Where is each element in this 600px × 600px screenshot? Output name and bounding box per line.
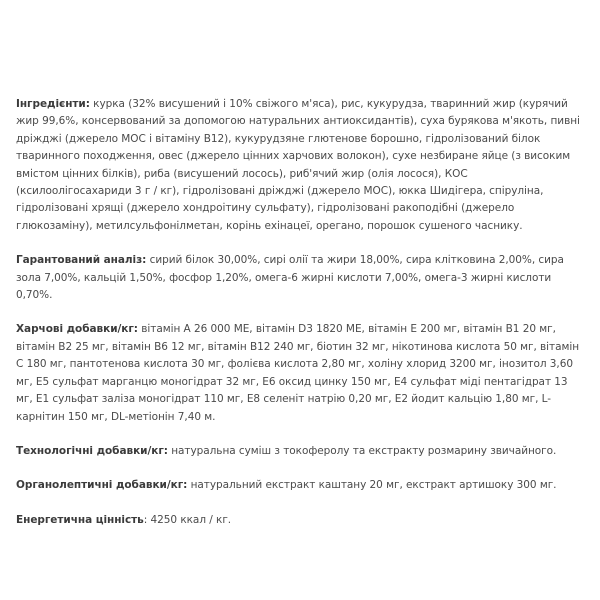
guaranteed-analysis-text: сирий білок 30,00%, сирі олії та жири 18,00%, сира клітковина 2,00%, сира зола 7,00%, кальцій 1,50%, фосфор 1,20%, омега-6 жирні кислоти 7,00%, омега-3 жирні кислоти 0,70%.	[16, 254, 564, 302]
ingredients-label: Інгредієнти:	[16, 98, 90, 110]
technological-additives-text: натуральна суміш з токоферолу та екстракту розмарину звичайного.	[167, 444, 557, 457]
nutritional-additives-text: вітамін А 26 000 МЕ, вітамін D3 1820 МЕ, вітамін Е 200 мг, вітамін В1 20 мг, вітамін В2 25 мг, вітамін В6 12 мг, вітамін В12 240 мг, біотин 32 мг, нікотинова кислота 50 мг, вітамін С 180 мг, пантотенова кислота 30 мг, фолієва кислота 2,80 мг, холіну хлорид 3200 мг, інозитол 3,60 мг, Е5 сульфат марганцю моногідрат 32 мг, Е6 оксид цинку 150 мг, Е4 сульфат міді пентагідрат 13 мг, Е1 сульфат заліза моногідрат 110 мг, Е8 селеніт натрію 0,20 мг, Е2 йодит кальцію 1,80 мг, L-карнітин 150 мг, DL-метіонін 7,40 м.	[16, 323, 580, 423]
ingredients-text: курка (32% висушений і 10% свіжого м'яса), рис, кукурудза, тваринний жир (курячий жир 99,6%, консервований за допомогою натуральних антиоксидантів), суха бурякова м'якоть, пивні дріжджі (джерело МОС і вітаміну В12), кукурудзяне глютенове борошно, гідролізований білок тваринного походження, овес (джерело цінних харчових волокон), сухе незбиране яйце (з високим вмістом цінних білків), риба (висушений лосось), риб'ячий жир (олія лосося), КОС (ксилоолігосахариди 3 г / кг), гідролізовані дріжджі (джерело МОС), юкка Шидігера, спіруліна, гідролізовані хрящі (джерело хондроітину сульфату), гідролізовані ракоподібні (джерело глюкозаміну), метилсульфонілметан, корінь ехінацеї, орегано, порошок сушеного часнику.	[16, 98, 580, 232]
sensory-additives-section	[16, 477, 586, 494]
nutritional-additives-label: Харчові добавки/кг:	[16, 323, 138, 336]
ingredients-section	[16, 96, 586, 235]
guaranteed-analysis-label: Гарантований аналіз:	[16, 254, 147, 267]
technological-additives-label: Технологічні добавки/кг:	[16, 444, 168, 457]
energy-value-text: : 4250 ккал / кг.	[143, 513, 232, 526]
sensory-additives-label: Органолептичні добавки/кг:	[16, 479, 188, 492]
guaranteed-analysis-section	[16, 252, 586, 304]
technological-additives-section	[16, 443, 586, 460]
energy-value-label: Енергетична цінність	[16, 513, 144, 526]
energy-value-section	[16, 512, 586, 529]
nutritional-additives-section	[16, 321, 586, 425]
sensory-additives-text: натуральний екстракт каштану 20 мг, екстракт артишоку 300 мг.	[187, 479, 557, 492]
